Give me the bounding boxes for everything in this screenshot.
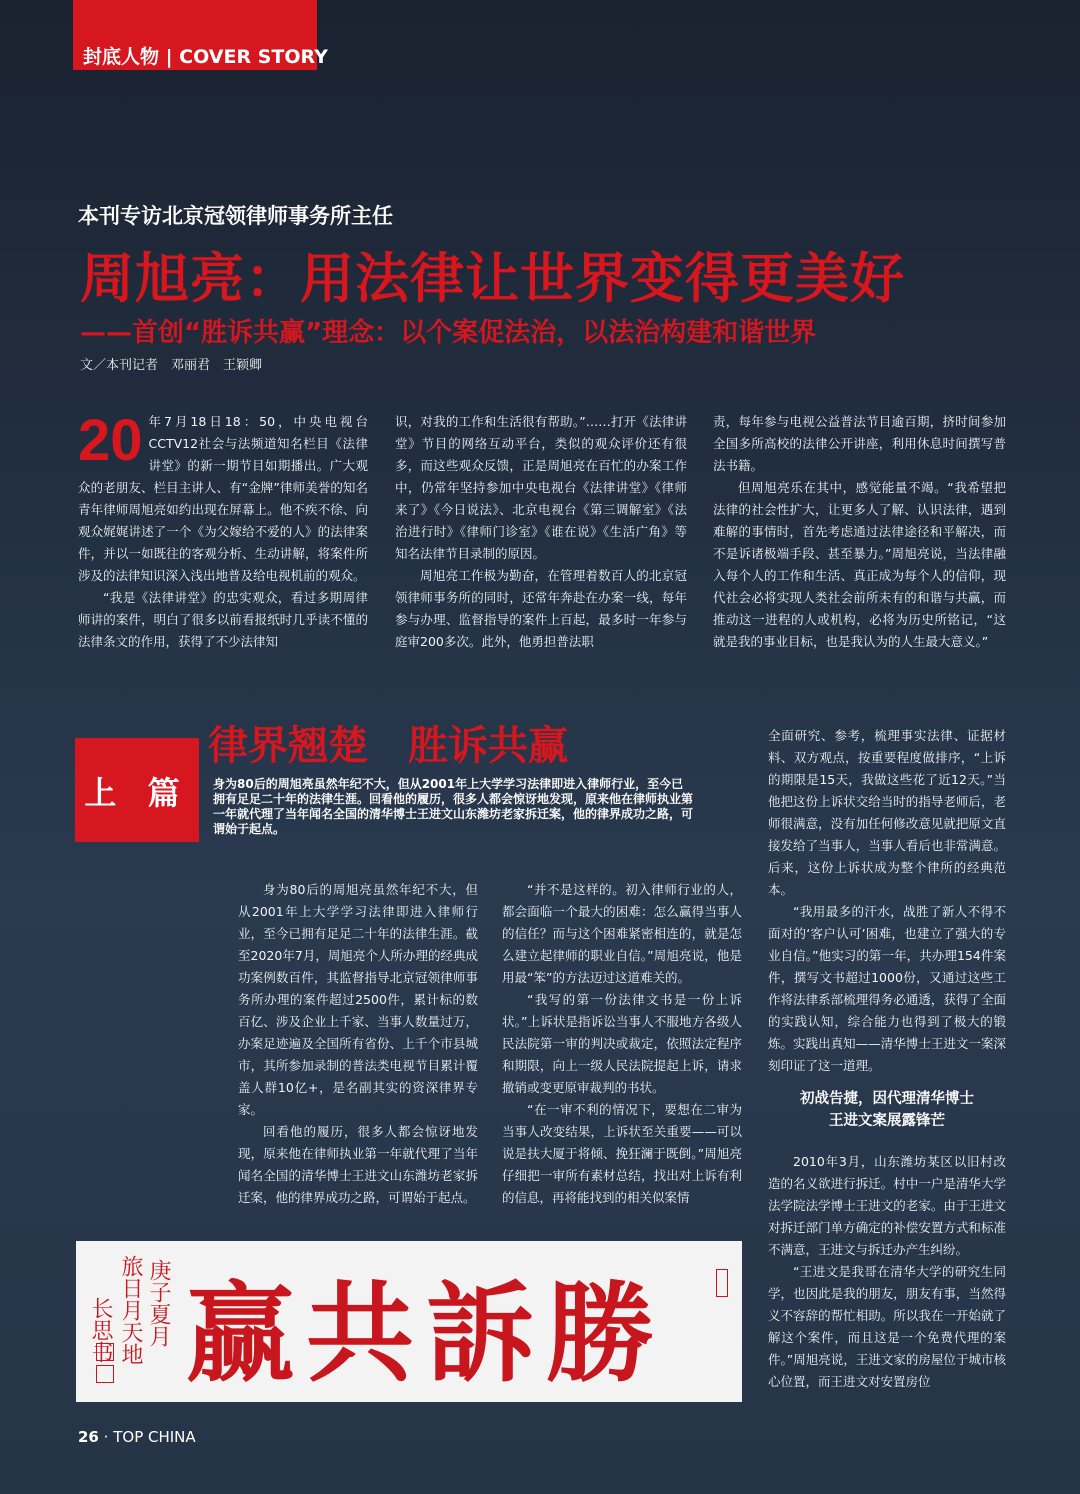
body-paragraph: “王进文是我哥在清华大学的研究生同学，也因此是我的朋友，朋友有事，当然得义不容辞的帮忙相助。所以我在一开始就了解这个案件，而且这是一个免费代理的案件。”周旭亮说，王进文家的房屋位于城市核心位置，而王进文对安置房位 [768, 1264, 1006, 1389]
subsection-title [768, 1088, 1006, 1132]
body-paragraph: “我写的第一份法律文书是一份上诉状。”上诉状是指诉讼当事人不服地方各级人民法院第一审的判决或裁定，依照法定程序和期限，向上一级人民法院提起上诉，请求撤销或变更原审裁判的书状。 [502, 992, 742, 1095]
body-paragraph: 全面研究、参考，梳理事实法律、证据材料、双方观点，按重要程度做排序，“上诉的期限是15天，我做这些花了近12天。”当他把这份上诉状交给当时的指导老师后，老师很满意，没有加任何修改意见就把原文直接发给了当事人，当事人看后也非常满意。后来，这份上诉状成为整个律所的经典范本。 [768, 728, 1006, 897]
intro-column-2 [395, 411, 687, 653]
footer-separator: · [103, 1428, 109, 1446]
section-title: 律界翘楚 胜诉共赢 [208, 722, 568, 769]
seal-stamp-icon [716, 1269, 728, 1297]
magazine-name: TOP CHINA [113, 1428, 196, 1446]
headline: 周旭亮：用法律让世界变得更美好 [80, 247, 905, 310]
seal-stamp-icon [96, 1343, 114, 1361]
intro-column-3 [713, 411, 1006, 653]
intro-paragraph: “我是《法律讲堂》的忠实观众，看过多期周律师讲的案件，明白了很多以前看报纸时几乎读不懂的法律条文的作用，获得了不少法律知 [78, 590, 368, 649]
page-number: 26 [78, 1428, 99, 1446]
body-column-1 [238, 879, 478, 1209]
section-box [75, 738, 199, 842]
body-paragraph: “我用最多的汗水，战胜了新人不得不面对的‘客户认可’困难，也建立了强大的专业自信。”他实习的第一年，共办理154件案件，撰写文书超过1000份，又通过这些工作将法律系部梳理得务必通透，获得了全面的实践认知，综合能力也得到了极大的锻炼。实践出真知——清华博士王进文一案深刻印证了这一道理。 [768, 904, 1006, 1073]
body-paragraph: “在一审不利的情况下，要想在二审为当事人改变结果，上诉状至关重要——可以说是扶大厦于将倾、挽狂澜于既倒。”周旭亮仔细把一审所有素材总结，找出对上诉有利的信息，再将能找到的相关似案情 [502, 1102, 742, 1205]
body-column-3b [768, 1151, 1006, 1393]
intro-paragraph-text: 年7月18日18：50，中央电视台CCTV12社会与法频道知名栏目《法律讲堂》的新一期节目如期播出。广大观众的老朋友、栏目主讲人、有“金牌”律师美誉的知名青年律师周旭亮如约出现在屏幕上。他不疾不徐、向观众娓娓讲述了一个《为父嫁给不爱的人》的法律案件，并以一如既往的客观分析、生动讲解，将案件所涉及的法律知识深入浅出地普及给电视机前的观众。 [78, 414, 368, 583]
intro-paragraph: 责，每年参与电视公益普法节目逾百期，挤时间参加全国多所高校的法律公开讲座，利用休息时间撰写普法书籍。 [713, 414, 1006, 473]
calligraphy-banner [76, 1241, 742, 1402]
calligraphy-inscription: 长思书 [88, 1297, 113, 1363]
intro-paragraph: 周旭亮工作极为勤奋，在管理着数百人的北京冠领律师事务所的同时，还常年奔赴在办案一线，每年参与办理、监督指导的案件上百起，最多时一年参与庭审200多次。此外，他勇担普法职 [395, 568, 687, 649]
subhead: ——首创“胜诉共赢”理念：以个案促法治，以法治构建和谐世界 [80, 318, 817, 348]
byline: 文／本刊记者 邓丽君 王颖卿 [80, 358, 263, 373]
header-tab-label: 封底人物 | COVER STORY [83, 46, 328, 68]
body-column-2 [502, 879, 742, 1209]
body-paragraph: “并不是这样的。初入律师行业的人，都会面临一个最大的困难：怎么赢得当事人的信任？而与这个困难紧密相连的，就是怎么建立起律师的职业自信。”周旭亮说，他是用最“笨”的方法迈过这道难关的。 [502, 882, 742, 985]
subsection-title-line: 初战告捷，因代理清华博士 [800, 1091, 974, 1107]
intro-paragraph [78, 408, 368, 587]
calligraphy-inscription: 旅日月天地 [118, 1255, 143, 1365]
page-footer [78, 1428, 196, 1446]
seal-stamp-icon [96, 1365, 114, 1383]
body-paragraph: 2010年3月，山东潍坊某区以旧村改造的名义欲进行拆迁。村中一户是清华大学法学院法学博士王进文的老家。由于王进文对拆迁部门单方确定的补偿安置方式和标准不满意，王进文与拆迁办产生纠纷。 [768, 1154, 1006, 1257]
intro-column-1 [78, 408, 368, 653]
subsection-title-line: 王进文案展露锋芒 [829, 1113, 945, 1129]
body-paragraph: 身为80后的周旭亮虽然年纪不大，但从2001年上大学学习法律即进入律师行业，至今已拥有足足二十年的法律生涯。截至2020年7月，周旭亮个人所办理的经典成功案例数百件，其监督指导北京冠领律师事务所办理的案件超过2500件，累计标的数百亿、涉及企业上千家、当事人数量过万，办案足迹遍及全国所有省份、上千个市县城市，其所参加录制的普法类电视节目累计覆盖人群10亿+，是名副其实的资深律界专家。 [238, 882, 478, 1117]
section-box-label: 上 篇 [84, 774, 190, 812]
kicker: 本刊专访北京冠领律师事务所主任 [78, 204, 393, 228]
header-tab [73, 0, 328, 70]
calligraphy-main: 赢共訴勝 [186, 1271, 667, 1397]
body-paragraph: 回看他的履历，很多人都会惊讶地发现，原来他在律师执业第一年就代理了当年闻名全国的清华博士王进文山东潍坊老家拆迁案，他的律界成功之路，可谓始于起点。 [238, 1124, 478, 1205]
intro-paragraph: 识，对我的工作和生活很有帮助。”……打开《法律讲堂》节目的网络互动平台，类似的观众评价还有很多，而这些观众反馈，正是周旭亮在百忙的办案工作中，仍常年坚持参加中央电视台《法律讲堂》《律师来了》《今日说法》、北京电视台《第三调解室》《法治进行时》《律师门诊室》《谁在说》《生活广角》等知名法律节目录制的原因。 [395, 414, 687, 561]
section-lead: 身为80后的周旭亮虽然年纪不大，但从2001年上大学学习法律即进入律师行业，至今已拥有足足二十年的法律生涯。回看他的履历，很多人都会惊讶地发现，原来他在律师执业第一年就代理了当年闻名全国的清华博士王进文山东潍坊老家拆迁案，他的律界成功之路，可谓始于起点。 [213, 777, 694, 836]
calligraphy-inscription: 庚子夏月 [146, 1259, 171, 1347]
intro-paragraph: 但周旭亮乐在其中，感觉能量不竭。“我希望把法律的社会性扩大，让更多人了解、认识法律，遇到难解的事情时，首先考虑通过法律途径和平解决，而不是诉诸极端手段、甚至暴力。”周旭亮说，当法律融入每个人的工作和生活、真正成为每个人的信仰，现代社会必将实现人类社会前所未有的和谐与共赢，而推动这一进程的人或机构，必将为历史所铭记，“这就是我的事业目标，也是我认为的人生最大意义。” [713, 480, 1006, 649]
body-column-3 [768, 725, 1006, 1077]
dropcap: 20 [78, 408, 143, 473]
